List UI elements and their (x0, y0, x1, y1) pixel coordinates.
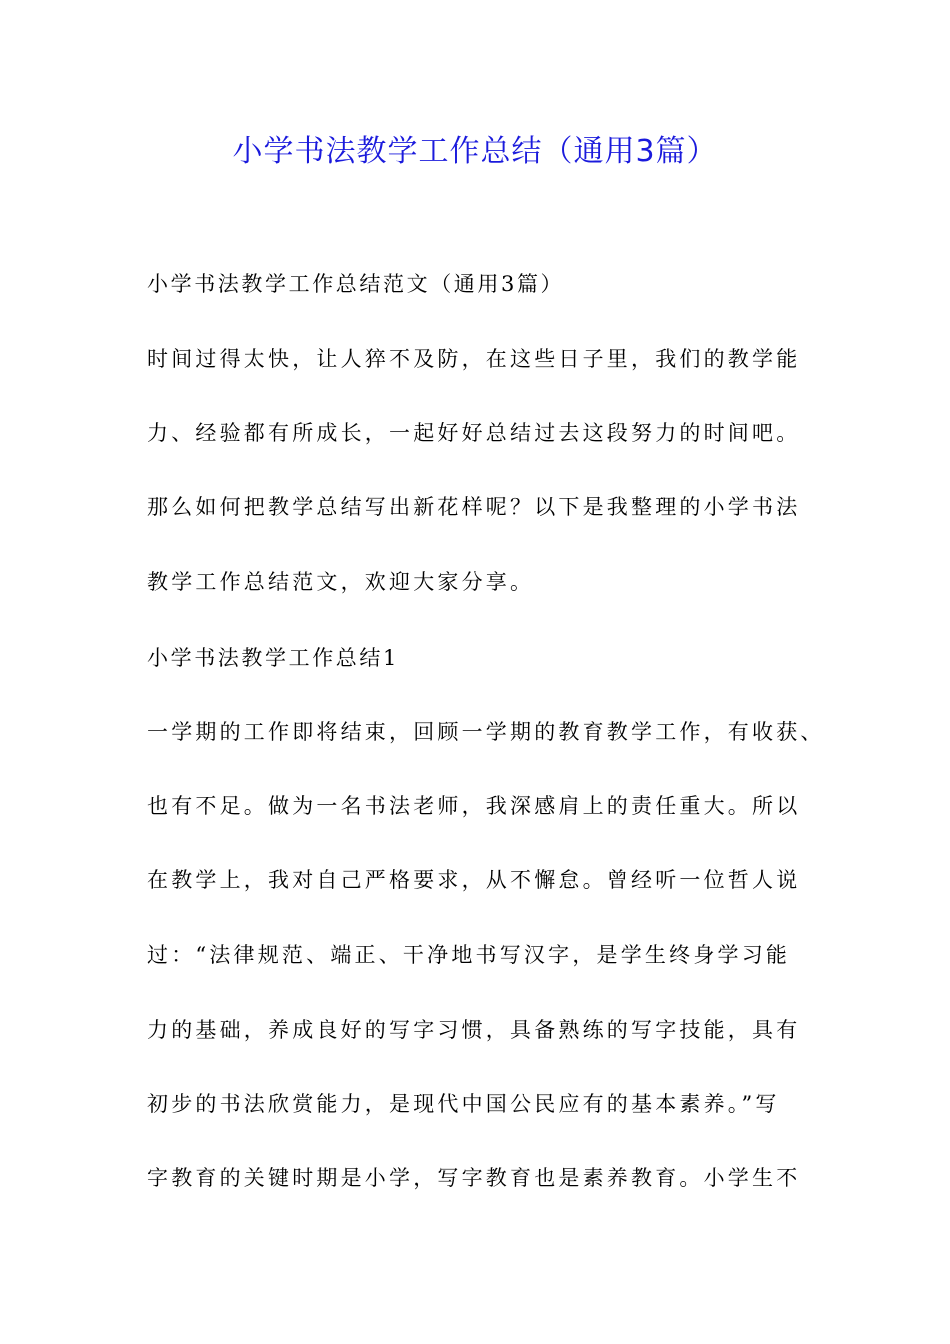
paragraph-line: 教学工作总结范文，欢迎大家分享。 (147, 570, 535, 594)
paragraph-line: 力的基础，养成良好的写字习惯，具备熟练的写字技能，具有 (147, 1018, 801, 1042)
paragraph-line: 那么如何把教学总结写出新花样呢？以下是我整理的小学书法 (147, 495, 801, 519)
paragraph-line: 时间过得太快，让人猝不及防，在这些日子里，我们的教学能 (147, 347, 801, 371)
paragraph-line: 初步的书法欣赏能力，是现代中国公民应有的基本素养。”写 (147, 1092, 780, 1116)
subtitle-line: 小学书法教学工作总结范文（通用3篇） (147, 272, 565, 296)
paragraph-line: 也有不足。做为一名书法老师，我深感肩上的责任重大。所以 (147, 794, 801, 818)
paragraph-line: 力、经验都有所成长，一起好好总结过去这段努力的时间吧。 (147, 421, 801, 445)
paragraph-line: 在教学上，我对自己严格要求，从不懈怠。曾经听一位哲人说 (147, 868, 801, 892)
document-title: 小学书法教学工作总结（通用3篇） (232, 134, 718, 169)
section-heading: 小学书法教学工作总结1 (147, 646, 399, 670)
paragraph-line: 一学期的工作即将结束，回顾一学期的教育教学工作，有收获、 (147, 720, 825, 744)
paragraph-line: 字教育的关键时期是小学，写字教育也是素养教育。小学生不 (147, 1166, 801, 1190)
paragraph-line: 过：“法律规范、端正、干净地书写汉字，是学生终身学习能 (147, 943, 791, 967)
